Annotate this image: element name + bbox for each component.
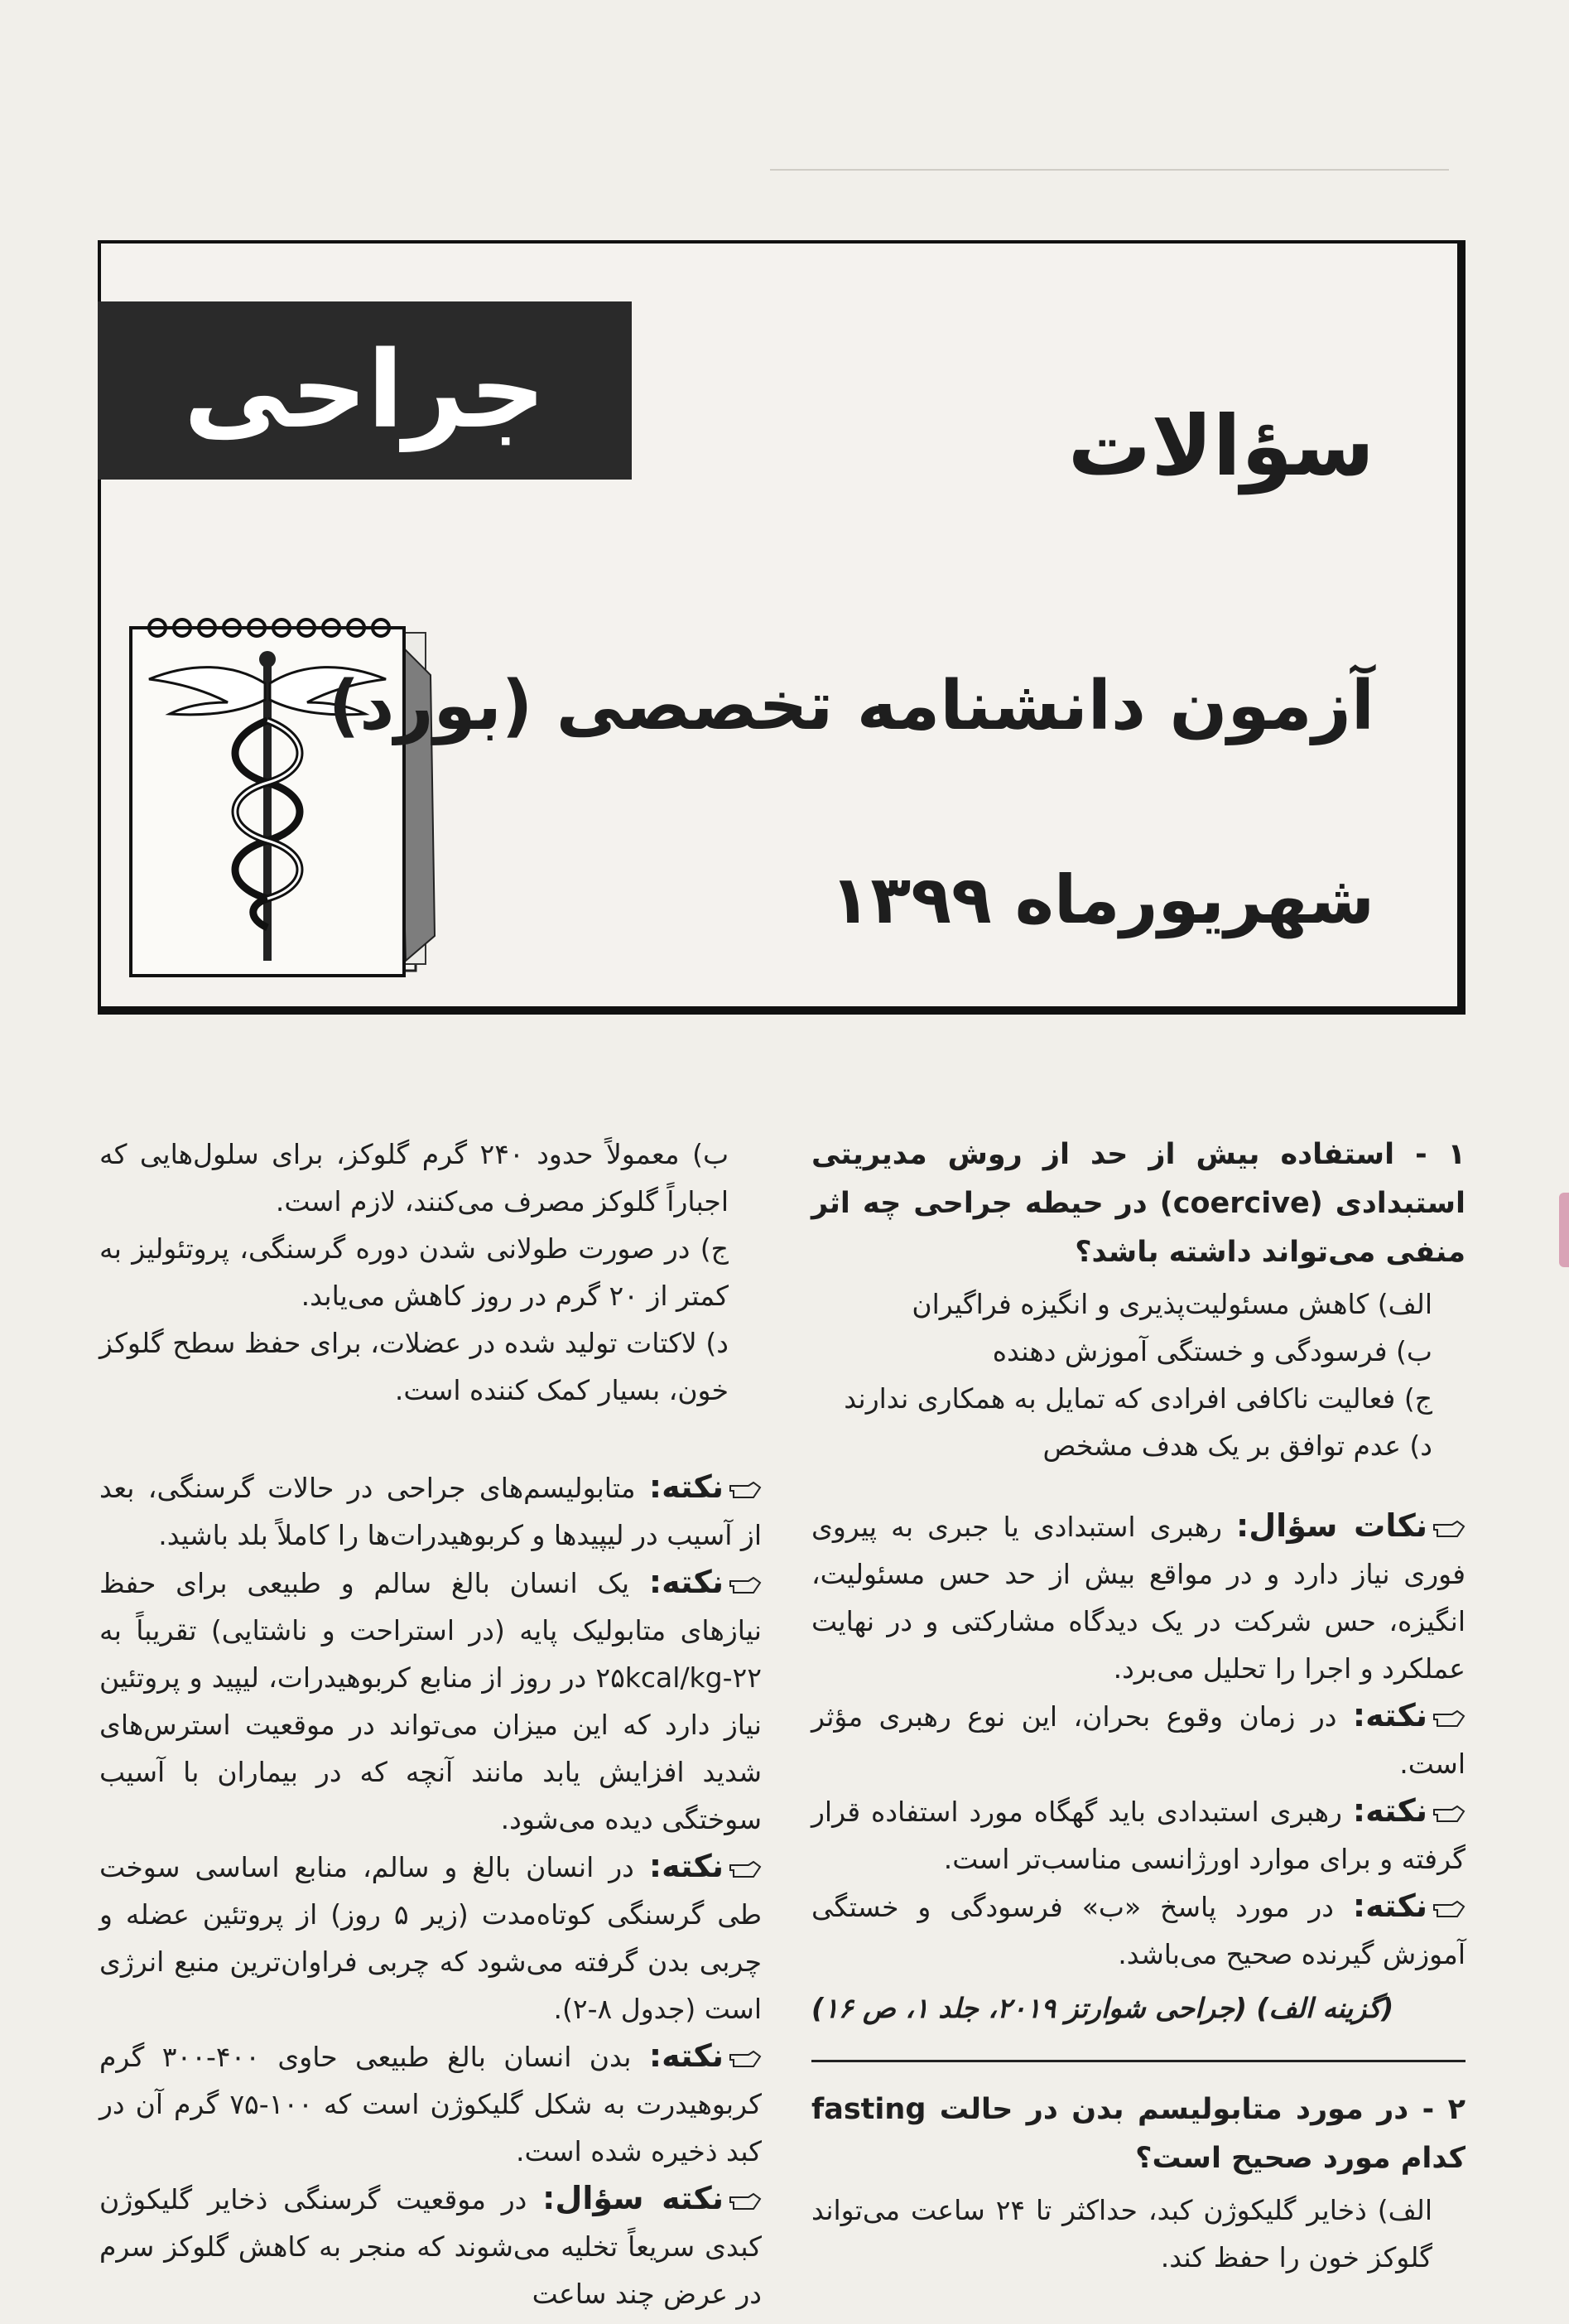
left-column [99,1131,762,2317]
question-2-note: نکته: بدن انسان بالغ طبیعی حاوی ۴۰۰-۳۰۰ گرم کربوهیدرت به شکل گلیکوژن است که ۱۰۰-۷۵ گرم آن در کبد ذخیره شده است. [99,2037,762,2167]
bleed-through-header [770,141,1449,171]
question-2-option-c: ج) در صورت طولانی شدن دوره گرسنگی، پروتئولیز به کمتر از ۲۰ گرم در روز کاهش می‌یابد. [99,1232,729,1312]
right-column [811,1131,1466,2281]
pointing-hand-icon [1432,1805,1466,1823]
pointing-hand-icon [1432,1900,1466,1918]
pointing-hand-icon [729,1576,762,1594]
exam-title: آزمون دانشنامه تخصصی (بورد) [328,667,1374,745]
question-2-option-d: د) لاکتات تولید شده در عضلات، برای حفظ سطح گلوکز خون، بسیار کمک کننده است. [99,1327,729,1406]
question-1-answer: (گزینه الف) (جراحی شوارتز ۲۰۱۹، جلد ۱، ص ۱۶) [811,1992,1394,2024]
question-1-option-c: ج) فعالیت ناکافی افرادی که تمایل به همکاری ندارند [844,1382,1432,1415]
question-2-title: ۲ - در مورد متابولیسم بدن در حالت fasting کدام مورد صحیح است؟ [811,2093,1466,2175]
question-1-note: نکته: رهبری استبدادی باید گهگاه مورد استفاده قرار گرفته و برای موارد اورژانسی مناسب‌تر است. [811,1792,1466,1875]
question-2-option-b: ب) معمولاً حدود ۲۴۰ گرم گلوکز، برای سلول‌هایی که اجباراً گلوکز مصرف می‌کنند، لازم است. [99,1138,729,1217]
question-1-note: نکته: در زمان وقوع بحران، این نوع رهبری مؤثر است. [811,1697,1466,1780]
pointing-hand-icon [1432,1709,1466,1728]
question-1-note: نکته: در مورد پاسخ «ب» فرسودگی و خستگی آموزش گیرنده صحیح می‌باشد. [811,1888,1466,1970]
pointing-hand-icon [729,1860,762,1878]
question-1-note: نکات سؤال: رهبری استبدادی یا جبری به پیروی فوری نیاز دارد و در مواقع بیش از حد حس مسئولیت، انگیزه، حس شرکت در یک دیدگاه مشارکتی و در نهایت عملکرد و اجرا را تحلیل می‌برد. [811,1507,1466,1685]
subject-banner [98,301,632,480]
question-1-option-b: ب) فرسودگی و خستگی آموزش دهنده [992,1335,1432,1367]
pointing-hand-icon [729,2192,762,2211]
question-2-note: نکته: در انسان بالغ و سالم، منابع اساسی سوخت طی گرسنگی کوتاه‌مدت (زیر ۵ روز) از پروتئین عضله و چربی بدن گرفته می‌شود که چربی فراوان‌ترین منبع انرژی است (جدول ۸-۲). [99,1848,762,2025]
question-2-note: نکته سؤال: در موقعیت گرسنگی ذخایر گلیکوژن کبدی سریعاً تخلیه می‌شوند که منجر به کاهش گلوکز سرم در عرض چند ساعت [99,2180,762,2310]
question-2-note: نکته: یک انسان بالغ سالم و طبیعی برای حفظ نیازهای متابولیک پایه (در استراحت و ناشتایی) تقریباً به ۲۲-۲۵kcal/kg در روز از منابع کربوهیدرات، لیپید و پروتئین نیاز دارد که این میزان می‌تواند در موقعیت استرس‌های شدید افزایش یابد مانند آنچه که در بیماران با آسیب سوختگی دیده می‌شود. [99,1564,762,1835]
page-edge-tab [1559,1193,1569,1267]
pointing-hand-icon [729,2050,762,2068]
question-1-option-d: د) عدم توافق بر یک هدف مشخص [1042,1430,1432,1462]
pointing-hand-icon [1432,1520,1466,1538]
question-divider [811,2060,1466,2062]
pointing-hand-icon [729,1481,762,1499]
questions-label: سؤالات [1067,398,1374,494]
question-2-option-a: الف) ذخایر گلیکوژن کبد، حداکثر تا ۲۴ ساعت می‌تواند گلوکز خون را حفظ کند. [811,2194,1432,2273]
caduceus-notebook-icon [124,605,439,986]
question-1-title: ۱ - استفاده بیش از حد از روش مدیریتی استبدادی (coercive) در حیطه جراحی چه اثر منفی می‌تواند داشته باشد؟ [811,1138,1466,1269]
question-2-note: نکته: متابولیسم‌های جراحی در حالات گرسنگی، بعد از آسیب در لیپیدها و کربوهیدرات‌ها را کاملاً بلد باشید. [99,1468,762,1551]
subject-title: جراحی [183,329,546,452]
question-1-option-a: الف) کاهش مسئولیت‌پذیری و انگیزه فراگیران [912,1288,1432,1320]
exam-date: شهریورماه ۱۳۹۹ [830,861,1374,938]
